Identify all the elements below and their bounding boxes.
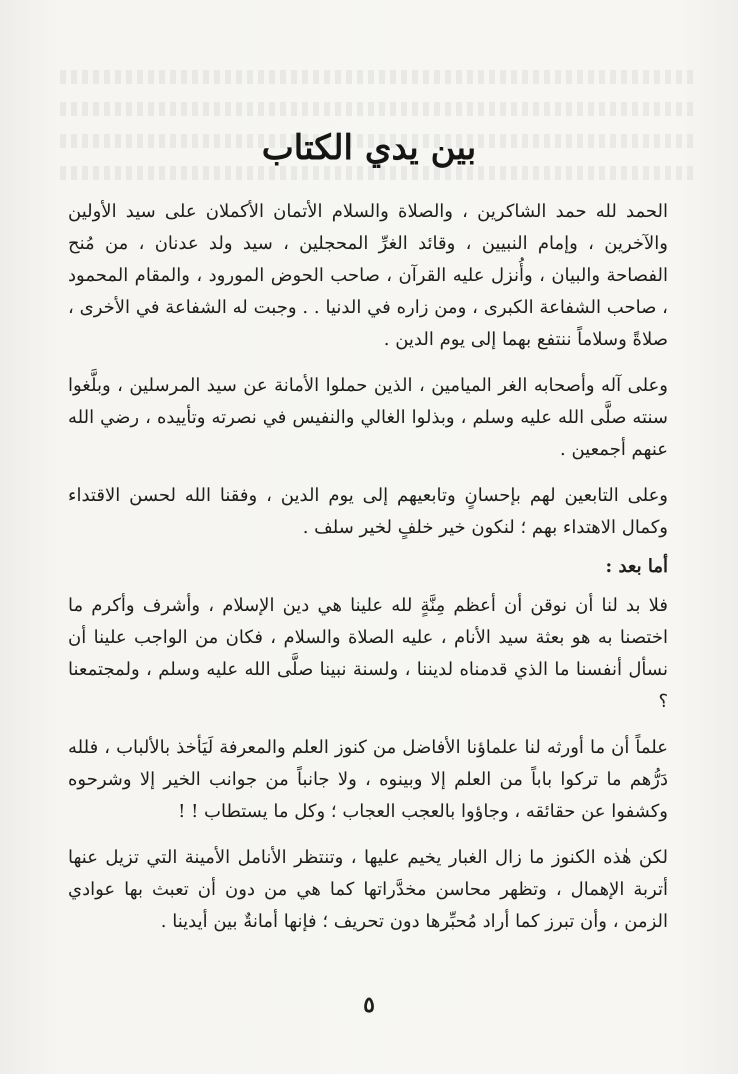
paragraph-scholars-heritage: علماً أن ما أورثه لنا علماؤنا الأفاضل من كنوز العلم والمعرفة لَيَأخذ بالألباب ، فلله دَرُّهم ما تركوا باباً من العلم إلا وبينوه ، ولا جانباً من جوانب الخير إلا وشرحوه وكشفوا عن حقائقه ، وجاؤوا بالعجب العجاب ؛ وكل ما يستطاب ! !	[68, 737, 668, 822]
paragraph-companions: وعلى آله وأصحابه الغر الميامين ، الذين حملوا الأمانة عن سيد المرسلين ، وبلَّغوا سنته صلَّى الله عليه وسلم ، وبذلوا الغالي والنفيس في نصرته وتأييده ، رضي الله عنهم أجمعين .	[68, 375, 668, 460]
page-title: بين يدي الكتاب	[261, 128, 477, 168]
page-number: ٥	[363, 992, 375, 1018]
paragraph-praise: الحمد لله حمد الشاكرين ، والصلاة والسلام الأتمان الأكملان على سيد الأولين والآخرين ، وإمام النبيين ، وقائد الغرِّ المحجلين ، سيد ولد عدنان ، من مُنح الفصاحة والبيان ، وأُنزل عليه القرآن ، صاحب الحوض المورود ، والمقام المحمود ، صاحب الشفاعة الكبرى ، ومن زاره في الدنيا . . وجبت له الشفاعة في الأخرى ، صلاةً وسلاماً ننتفع بهما إلى يوم الدين .	[68, 201, 668, 350]
section-heading: أما بعد :	[605, 556, 668, 577]
paragraph-islam-blessing: فلا بد لنا أن نوقن أن أعظم مِنَّةٍ لله علينا هي دين الإسلام ، وأشرف وأكرم ما اختصنا به هو بعثة سيد الأنام ، عليه الصلاة والسلام ، فكان من الواجب علينا أن نسأل أنفسنا ما الذي قدمناه لديننا ، ولسنة نبينا صلَّى الله عليه وسلم ، ولمجتمعنا ؟	[68, 595, 668, 712]
paragraph-treasures: لكن هٰذه الكنوز ما زال الغبار يخيم عليها ، وتنتظر الأنامل الأمينة التي تزيل عنها أتربة الإهمال ، وتظهر محاسن مخدَّراتها كما هي من دون أن تعبث بها عوادي الزمن ، وأن تبرز كما أراد مُحبِّرها دون تحريف ؛ فإنها أمانةٌ بين أيدينا .	[68, 847, 668, 932]
paragraph-followers: وعلى التابعين لهم بإحسانٍ وتابعيهم إلى يوم الدين ، وفقنا الله لحسن الاقتداء وكمال الاهتداء بهم ؛ لنكون خير خلفٍ لخير سلف .	[68, 485, 668, 538]
body-text	[68, 196, 668, 952]
